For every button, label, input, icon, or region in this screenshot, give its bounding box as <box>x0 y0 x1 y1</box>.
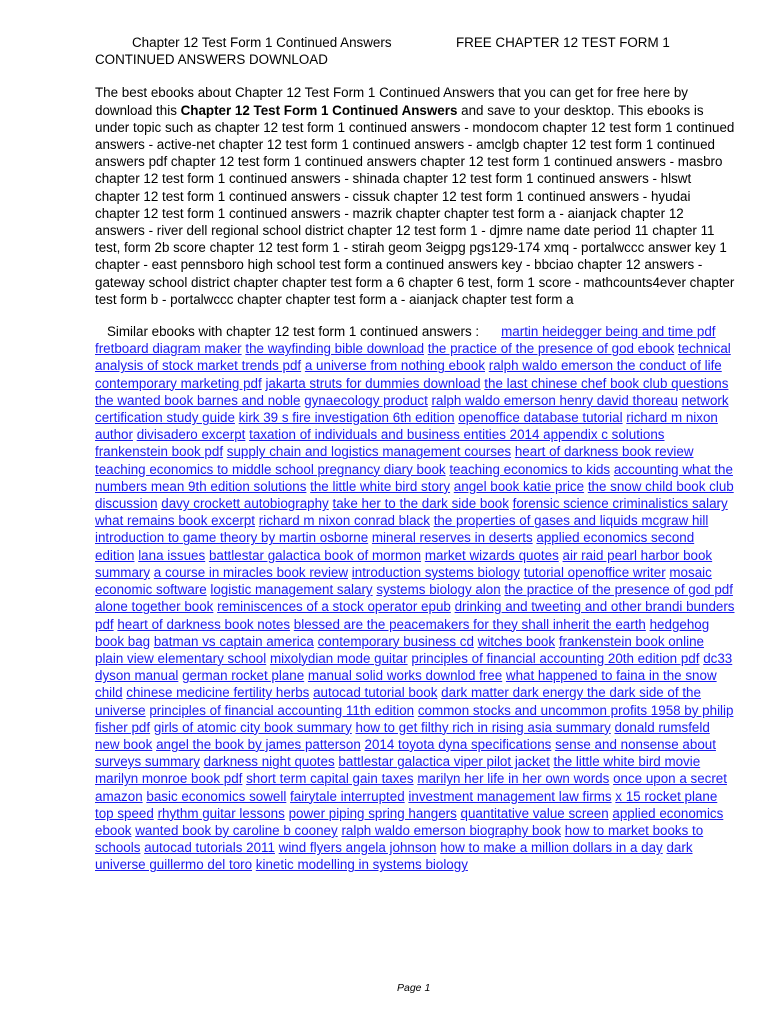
ebook-link[interactable]: what remains book excerpt <box>95 513 256 529</box>
ebook-link[interactable]: teaching economics to middle school pregnancy diary book <box>95 461 446 477</box>
ebook-link[interactable]: richard m nixon conrad black <box>258 513 430 529</box>
ebook-link[interactable]: systems biology alon <box>376 582 501 598</box>
similar-ebooks-lead: Similar ebooks with chapter 12 test form 1 continued answers : <box>107 324 480 340</box>
ebook-link[interactable]: mosaic economic software <box>95 564 712 598</box>
ebook-link[interactable]: the practice of the presence of god pdf <box>504 582 733 598</box>
ebook-link[interactable]: angel book katie price <box>453 478 585 494</box>
ebook-link[interactable]: wanted book by caroline b cooney <box>135 822 338 838</box>
ebook-link[interactable]: kirk 39 s fire investigation 6th edition <box>238 410 455 426</box>
ebook-link[interactable]: angel the book by james patterson <box>156 736 361 752</box>
ebook-link[interactable]: forensic science criminalistics salary <box>512 496 728 512</box>
ebook-link[interactable]: darkness night quotes <box>203 754 335 770</box>
similar-ebooks-paragraph <box>95 323 735 874</box>
ebook-link[interactable]: autocad tutorial book <box>313 685 438 701</box>
intro-text-before: The best ebooks about Chapter 12 Test Form 1 Continued Answers that you can get for free here by download this <box>95 85 689 118</box>
intro-bold-title: Chapter 12 Test Form 1 Continued Answers <box>180 102 458 118</box>
ebook-link[interactable]: marilyn monroe book pdf <box>95 771 243 787</box>
ebook-link[interactable]: dark universe guillermo del toro <box>95 840 693 873</box>
ebook-link[interactable]: how to get filthy rich in rising asia summary <box>355 719 611 735</box>
header-title-line2: CONTINUED ANSWERS DOWNLOAD <box>95 52 328 68</box>
ebook-link[interactable]: contemporary marketing pdf <box>95 375 262 391</box>
ebook-link[interactable]: applied economics ebook <box>95 805 724 838</box>
ebook-link[interactable]: davy crockett autobiography <box>161 496 329 512</box>
ebook-link[interactable]: teaching economics to kids <box>449 461 611 477</box>
document-page <box>95 34 735 874</box>
ebook-link[interactable]: jakarta struts for dummies download <box>265 375 481 391</box>
ebook-link[interactable]: a course in miracles book review <box>153 564 349 580</box>
ebook-link[interactable]: ralph waldo emerson biography book <box>341 822 562 838</box>
ebook-link[interactable]: 2014 toyota dyna specifications <box>364 736 552 752</box>
ebook-link[interactable]: dark matter dark energy the dark side of the universe <box>95 685 701 718</box>
ebook-link[interactable]: donald rumsfeld new book <box>95 719 710 752</box>
ebook-link[interactable]: tutorial openoffice writer <box>523 564 666 580</box>
ebook-link[interactable]: network certification study guide <box>95 392 729 426</box>
ebook-link[interactable]: fairytale interrupted <box>290 788 405 804</box>
header-title: Chapter 12 Test Form 1 Continued Answers <box>132 35 392 50</box>
header-right-title: FREE CHAPTER 12 TEST FORM 1 <box>456 35 670 50</box>
ebook-link[interactable]: how to make a million dollars in a day <box>440 840 663 856</box>
ebook-link[interactable]: air raid pearl harbor book summary <box>95 547 713 580</box>
ebook-link[interactable]: accounting what the numbers mean 9th edition solutions <box>95 461 733 494</box>
ebook-link[interactable]: rhythm guitar lessons <box>157 805 285 821</box>
ebook-link[interactable]: applied economics second edition <box>95 530 695 563</box>
page-header <box>95 34 735 68</box>
ebook-link[interactable]: german rocket plane <box>182 668 305 684</box>
ebook-link[interactable]: the little white bird movie <box>553 754 701 770</box>
ebook-link[interactable]: logistic management salary <box>210 582 373 598</box>
ebook-link[interactable]: divisadero excerpt <box>136 427 246 443</box>
ebook-link[interactable]: power piping spring hangers <box>288 805 457 821</box>
ebook-link[interactable]: how to market books to schools <box>95 822 704 856</box>
ebook-link[interactable]: heart of darkness book notes <box>117 616 291 632</box>
ebook-link[interactable]: drinking and tweeting and other brandi bunders pdf <box>95 599 735 632</box>
ebook-link[interactable]: sense and nonsense about surveys summary <box>95 736 716 770</box>
ebook-link[interactable]: alone together book <box>95 599 214 615</box>
ebook-link[interactable]: taxation of individuals and business entities 2014 appendix c solutions <box>249 427 665 443</box>
ebook-link[interactable]: principles of financial accounting 11th edition <box>149 702 415 718</box>
ebook-link[interactable]: marilyn her life in her own words <box>417 771 610 787</box>
ebook-link[interactable]: lana issues <box>138 547 206 563</box>
ebook-link[interactable]: martin heidegger being and time pdf <box>501 324 716 340</box>
ebook-link[interactable]: frankenstein book pdf <box>95 444 224 460</box>
intro-paragraph <box>95 84 735 308</box>
ebook-link[interactable]: manual solid works downlod free <box>307 668 503 684</box>
ebook-link[interactable]: mixolydian mode guitar <box>269 650 408 666</box>
ebook-link[interactable]: the practice of the presence of god ebook <box>427 341 675 357</box>
ebook-link[interactable]: short term capital gain taxes <box>246 771 414 787</box>
ebook-link[interactable]: investment management law firms <box>408 788 612 804</box>
ebook-link[interactable]: introduction to game theory by martin osborne <box>95 530 369 546</box>
ebook-link[interactable]: the snow child book club discussion <box>95 478 734 512</box>
page-number: Page 1 <box>397 982 431 994</box>
ebook-link[interactable]: wind flyers angela johnson <box>278 840 437 856</box>
ebook-link[interactable]: batman vs captain america <box>153 633 314 649</box>
ebook-link[interactable]: reminiscences of a stock operator epub <box>217 599 451 615</box>
ebook-link[interactable]: x 15 rocket plane top speed <box>95 788 718 821</box>
ebook-link[interactable]: contemporary business cd <box>317 633 474 649</box>
ebook-link[interactable]: the wayfinding bible download <box>245 341 425 357</box>
ebook-link[interactable]: battlestar galactica viper pilot jacket <box>338 754 550 770</box>
ebook-link[interactable]: gynaecology product <box>304 392 428 408</box>
ebook-link[interactable]: quantitative value screen <box>460 805 609 821</box>
ebook-link[interactable]: plain view elementary school <box>95 650 267 666</box>
ebook-link[interactable]: heart of darkness book review <box>514 444 694 460</box>
ebook-link[interactable]: dc33 dyson manual <box>95 650 733 684</box>
ebook-link[interactable]: introduction systems biology <box>351 564 520 580</box>
ebook-link[interactable]: kinetic modelling in systems biology <box>255 857 468 873</box>
ebook-link[interactable]: technical analysis of stock market trends pdf <box>95 341 731 374</box>
ebook-link[interactable]: the little white bird story <box>310 478 451 494</box>
ebook-link[interactable]: openoffice database tutorial <box>458 410 623 426</box>
ebook-link[interactable]: a universe from nothing ebook <box>304 358 486 374</box>
ebook-link[interactable]: what happened to faina in the snow child <box>95 668 717 701</box>
ebook-link[interactable]: the last chinese chef book club questions <box>484 375 729 391</box>
ebook-link[interactable]: frankenstein book online <box>558 633 704 649</box>
ebook-link[interactable]: richard m nixon author <box>95 410 718 443</box>
ebook-link[interactable]: hedgehog book bag <box>95 616 710 649</box>
ebook-link[interactable]: mineral reserves in deserts <box>371 530 533 546</box>
ebook-link[interactable]: common stocks and uncommon profits 1958 by philip fisher pdf <box>95 702 734 735</box>
ebook-link[interactable]: ralph waldo emerson henry david thoreau <box>431 392 678 408</box>
ebook-link[interactable]: the properties of gases and liquids mcgraw hill <box>433 513 709 529</box>
ebook-link[interactable]: supply chain and logistics management courses <box>226 444 512 460</box>
intro-text-after: and save to your desktop. This ebooks is under topic such as chapter 12 test form 1 continued answers - mondocom chapter 12 test form 1 continued answers - active-net chapter 12 test form 1 continued answers - amclgb chapter 12 test form 1 continued answers pdf chapter 12 test form 1 continued answers chapter 12 test form 1 continued answers - masbro chapter 12 test form 1 continued answers - shinada chapter 12 test form 1 continued answers - hlswt chapter 12 test form 1 continued answers - cissuk chapter 12 test form 1 continued answers - hyudai chapter 12 test form 1 continued answers - mazrik chapter chapter test form a - aianjack chapter 12 answers - river dell regional school district chapter 12 test form 1 - djmre name date period 11 chapter 11 test, form 2b score chapter 12 test form 1 - stirah geom 3eigpg pgs129-174 xmq - portalwccc answer key 1 chapter - east pennsboro high school test form a continued answers key - bbciao chapter 12 answers - gateway school district chapter chapter test form a 6 chapter 6 test, form 1 score - mathcounts4ever chapter test form b - portalwccc chapter chapter test form a - aianjack chapter test form a <box>95 102 735 307</box>
ebook-link[interactable]: basic economics sowell <box>146 788 287 804</box>
ebook-link[interactable]: battlestar galactica book of mormon <box>208 547 422 563</box>
ebook-link[interactable]: ralph waldo emerson the conduct of life <box>488 358 722 374</box>
ebook-link[interactable]: principles of financial accounting 20th edition pdf <box>411 650 700 666</box>
ebook-link[interactable]: once upon a secret amazon <box>95 771 727 804</box>
ebook-link[interactable]: girls of atomic city book summary <box>153 719 352 735</box>
ebook-link[interactable]: blessed are the peacemakers for they shall inherit the earth <box>293 616 646 632</box>
ebook-link[interactable]: fretboard diagram maker <box>95 341 242 357</box>
ebook-link[interactable]: take her to the dark side book <box>332 496 509 512</box>
ebook-link[interactable]: chinese medicine fertility herbs <box>126 685 310 701</box>
ebook-link[interactable]: market wizards quotes <box>424 547 559 563</box>
ebook-link[interactable]: the wanted book barnes and noble <box>95 392 301 408</box>
ebook-link[interactable]: autocad tutorials 2011 <box>144 840 275 856</box>
ebook-link[interactable]: witches book <box>477 633 556 649</box>
